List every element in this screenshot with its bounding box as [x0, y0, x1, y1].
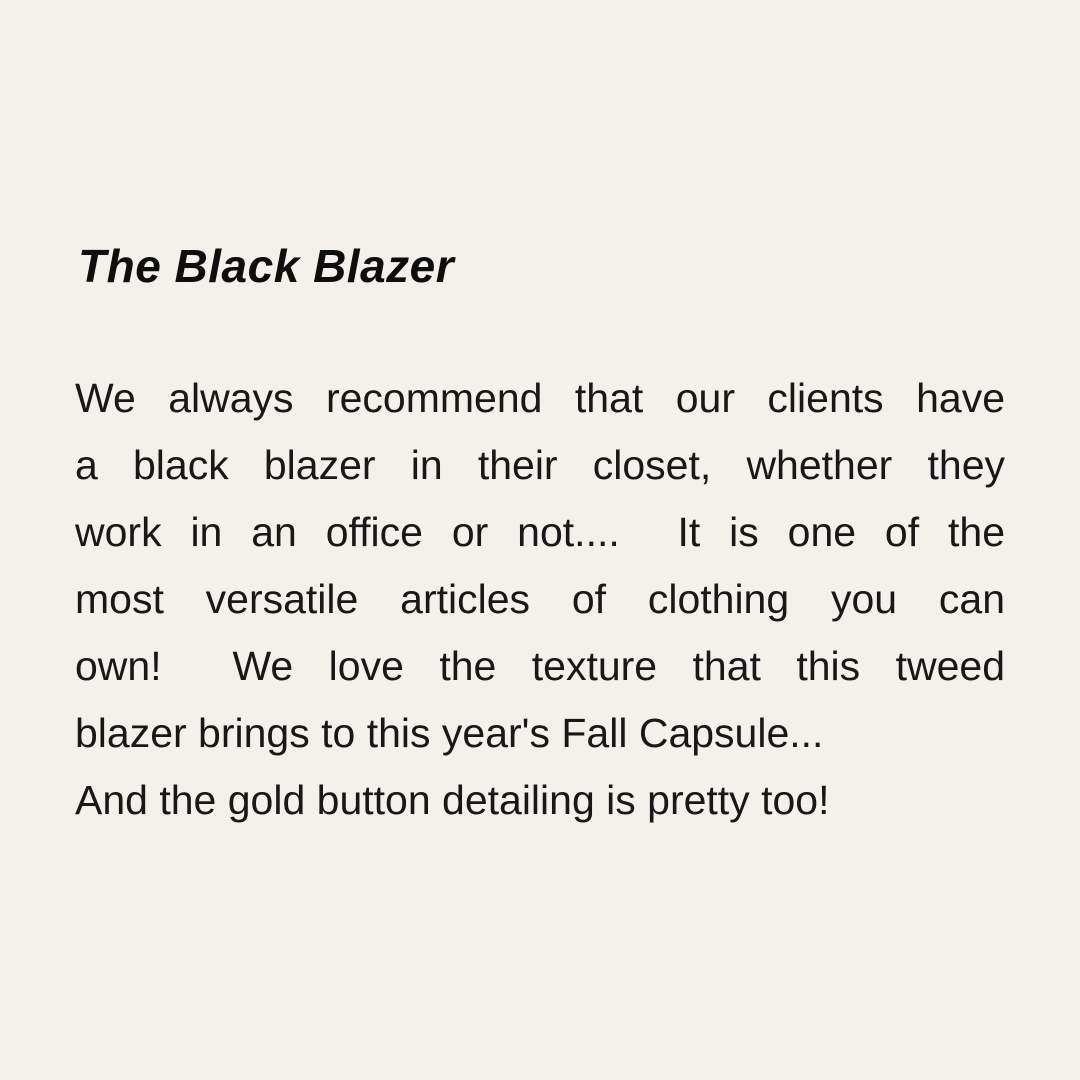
post-body — [75, 365, 1005, 834]
post-title: The Black Blazer — [78, 240, 455, 292]
body-line: a black blazer in their closet, whether they — [75, 442, 1005, 488]
body-line: blazer brings to this year's Fall Capsule... — [75, 710, 824, 756]
body-line: own! We love the texture that this tweed — [75, 643, 1005, 689]
body-line: And the gold button detailing is pretty too! — [75, 777, 830, 823]
body-line: We always recommend that our clients have — [75, 375, 1005, 421]
body-line: work in an office or not.... It is one of the — [75, 509, 1005, 555]
body-line: most versatile articles of clothing you can — [75, 576, 1005, 622]
